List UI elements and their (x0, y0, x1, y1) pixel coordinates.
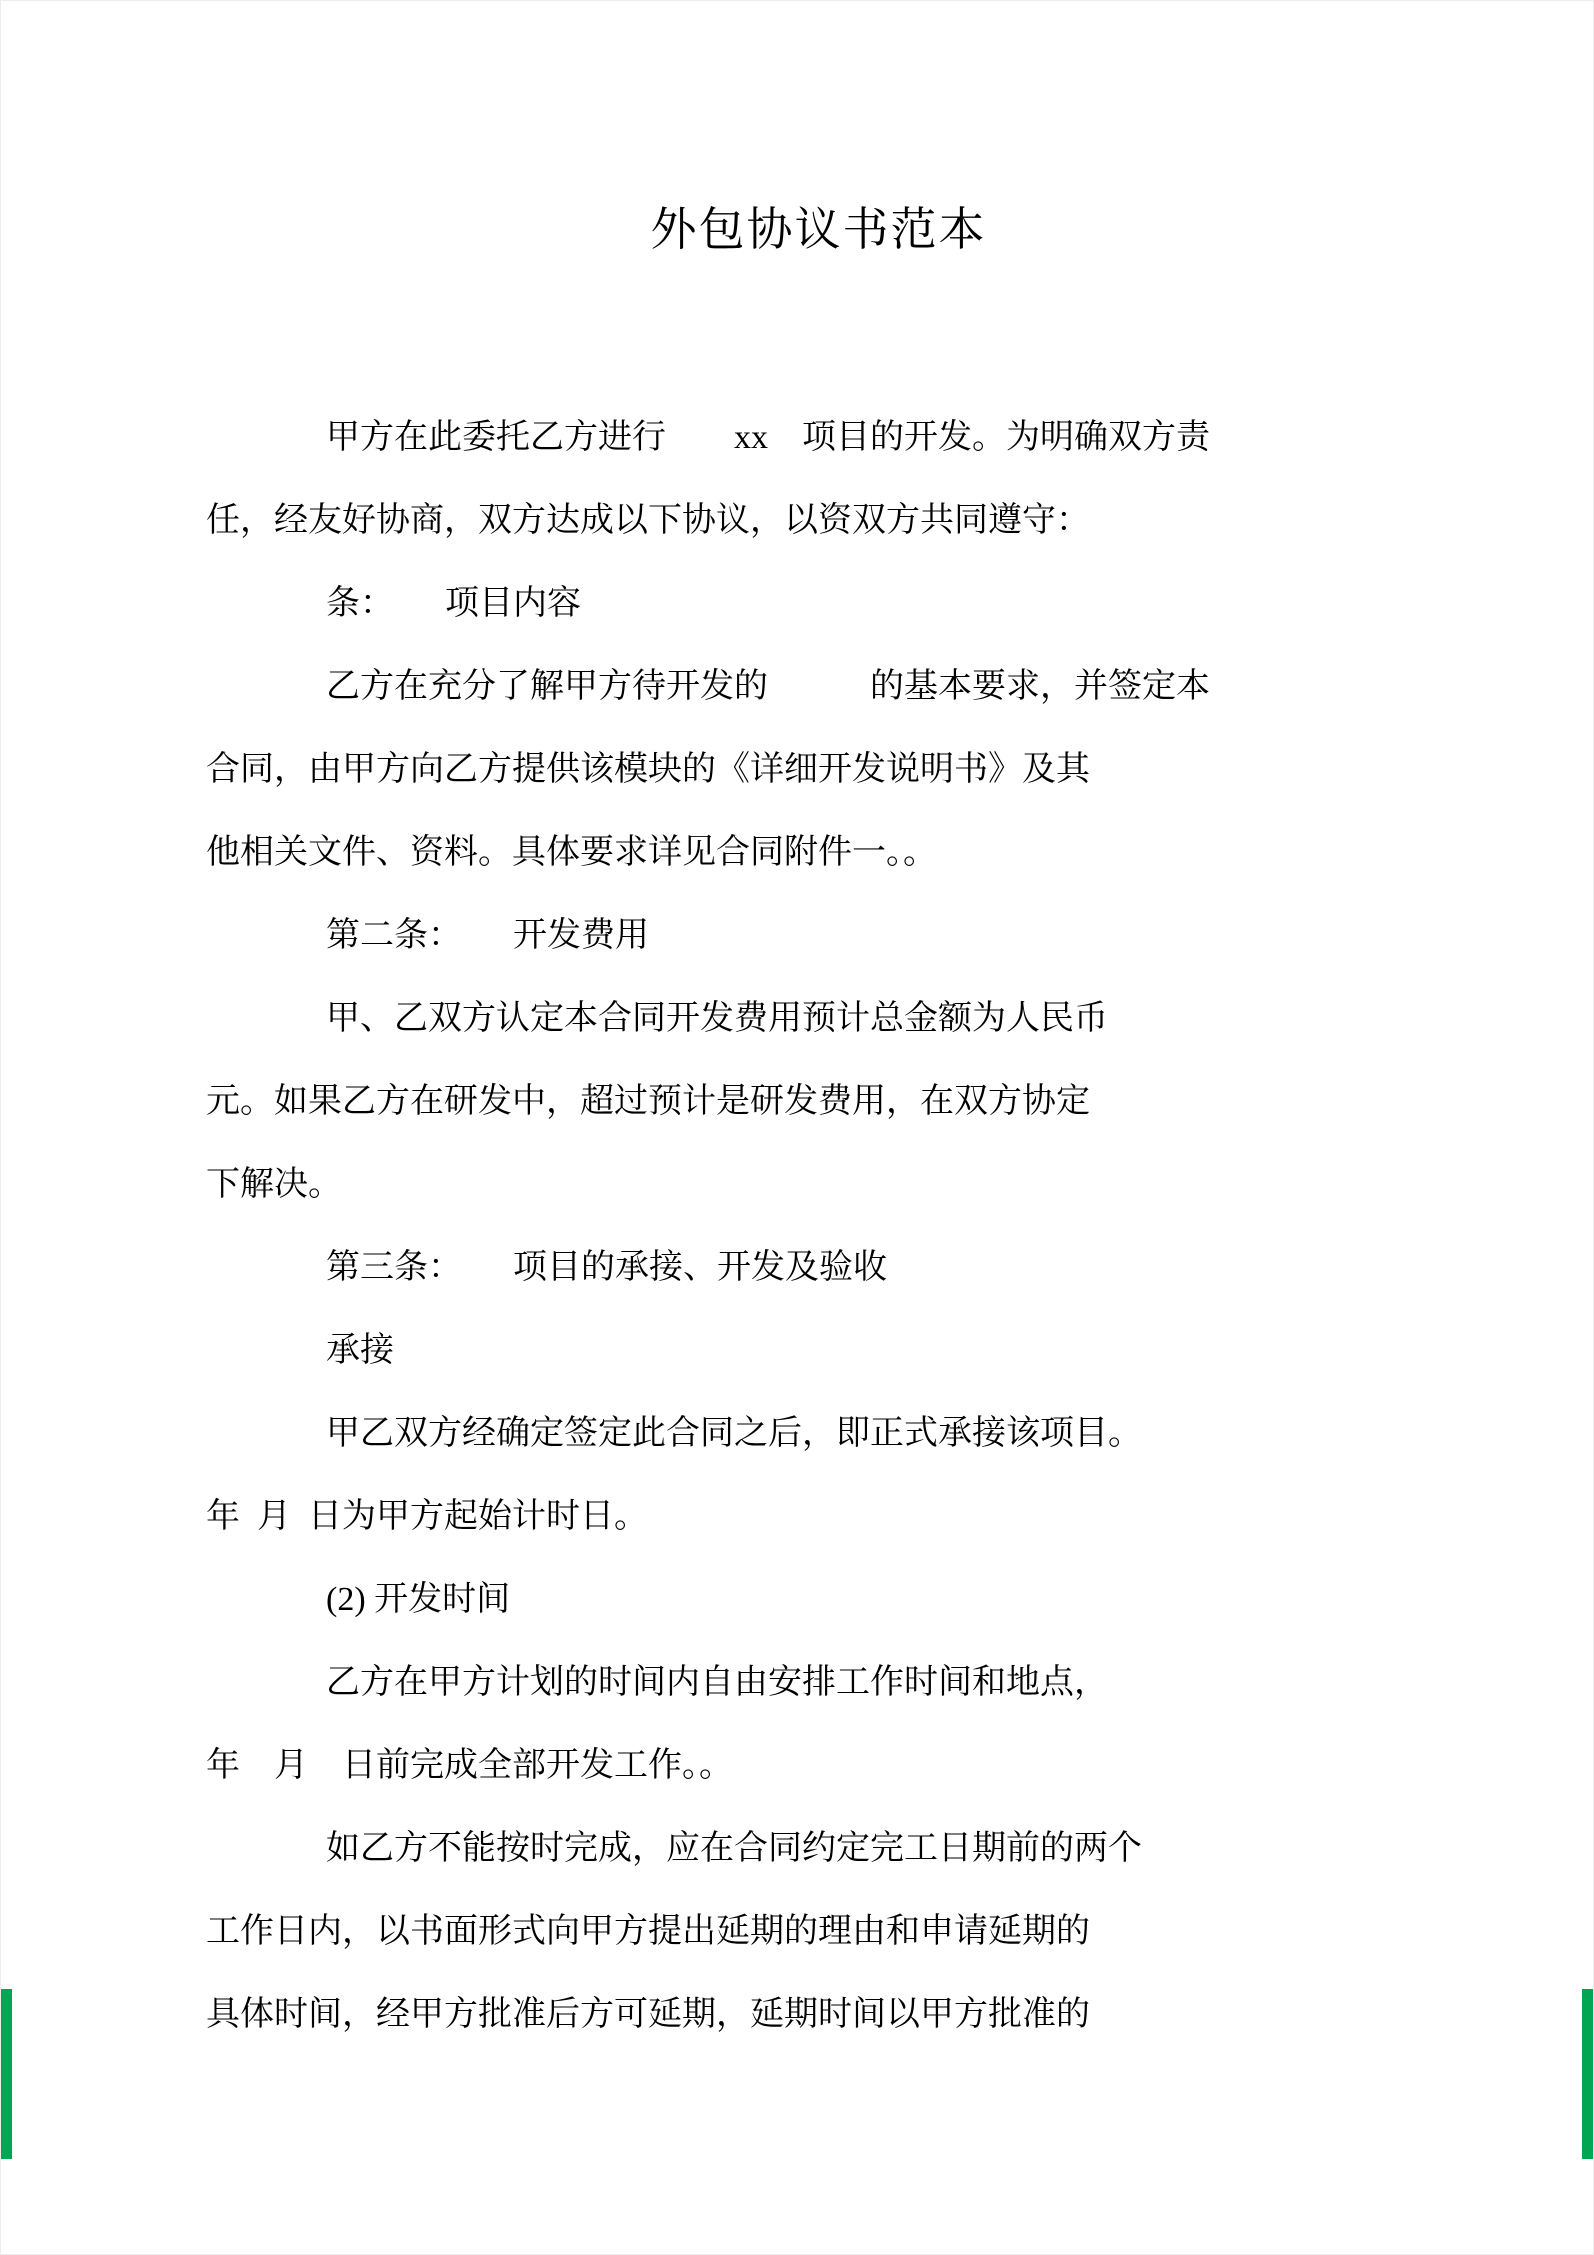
document-line: 乙方在充分了解甲方待开发的 的基本要求，并签定本 (326, 668, 1210, 705)
document-line: 合同，由甲方向乙方提供该模块的《详细开发说明书》及其 (206, 751, 1090, 788)
document-body (206, 396, 1446, 2056)
document-line: 甲方在此委托乙方进行 xx 项目的开发。为明确双方责 (326, 419, 1210, 456)
left-edge-highlight-bar (1, 1989, 12, 2159)
document-line: 年 月 日前完成全部开发工作。。 (206, 1747, 733, 1784)
right-edge-highlight-bar (1582, 1989, 1593, 2159)
document-line: 第二条： 开发费用 (326, 917, 649, 954)
document-line: 元。如果乙方在研发中，超过预计是研发费用，在双方协定 (206, 1083, 1090, 1120)
document-line: 甲、乙双方认定本合同开发费用预计总金额为人民币 (326, 1000, 1108, 1037)
document-line: 第三条： 项目的承接、开发及验收 (326, 1249, 887, 1286)
document-line: 如乙方不能按时完成，应在合同约定完工日期前的两个 (326, 1830, 1142, 1867)
document-line: 承接 (326, 1332, 394, 1369)
document-line: 他相关文件、资料。具体要求详见合同附件一。。 (206, 834, 937, 871)
document-line: 任，经友好协商，双方达成以下协议，以资双方共同遵守： (206, 502, 1090, 539)
document-line: 年 月 日为甲方起始计时日。 (206, 1498, 648, 1535)
document-line: (2) 开发时间 (326, 1581, 511, 1618)
document-line: 甲乙双方经确定签定此合同之后，即正式承接该项目。 (326, 1415, 1142, 1452)
document-line: 条： 项目内容 (326, 585, 581, 622)
document-line: 工作日内，以书面形式向甲方提出延期的理由和申请延期的 (206, 1913, 1090, 1950)
document-line: 具体时间，经甲方批准后方可延期，延期时间以甲方批准的 (206, 1996, 1090, 2033)
document-line: 下解决。 (206, 1166, 342, 1203)
document-line: 乙方在甲方计划的时间内自由安排工作时间和地点， (326, 1664, 1108, 1701)
document-title: 外包协议书范本 (650, 204, 987, 255)
